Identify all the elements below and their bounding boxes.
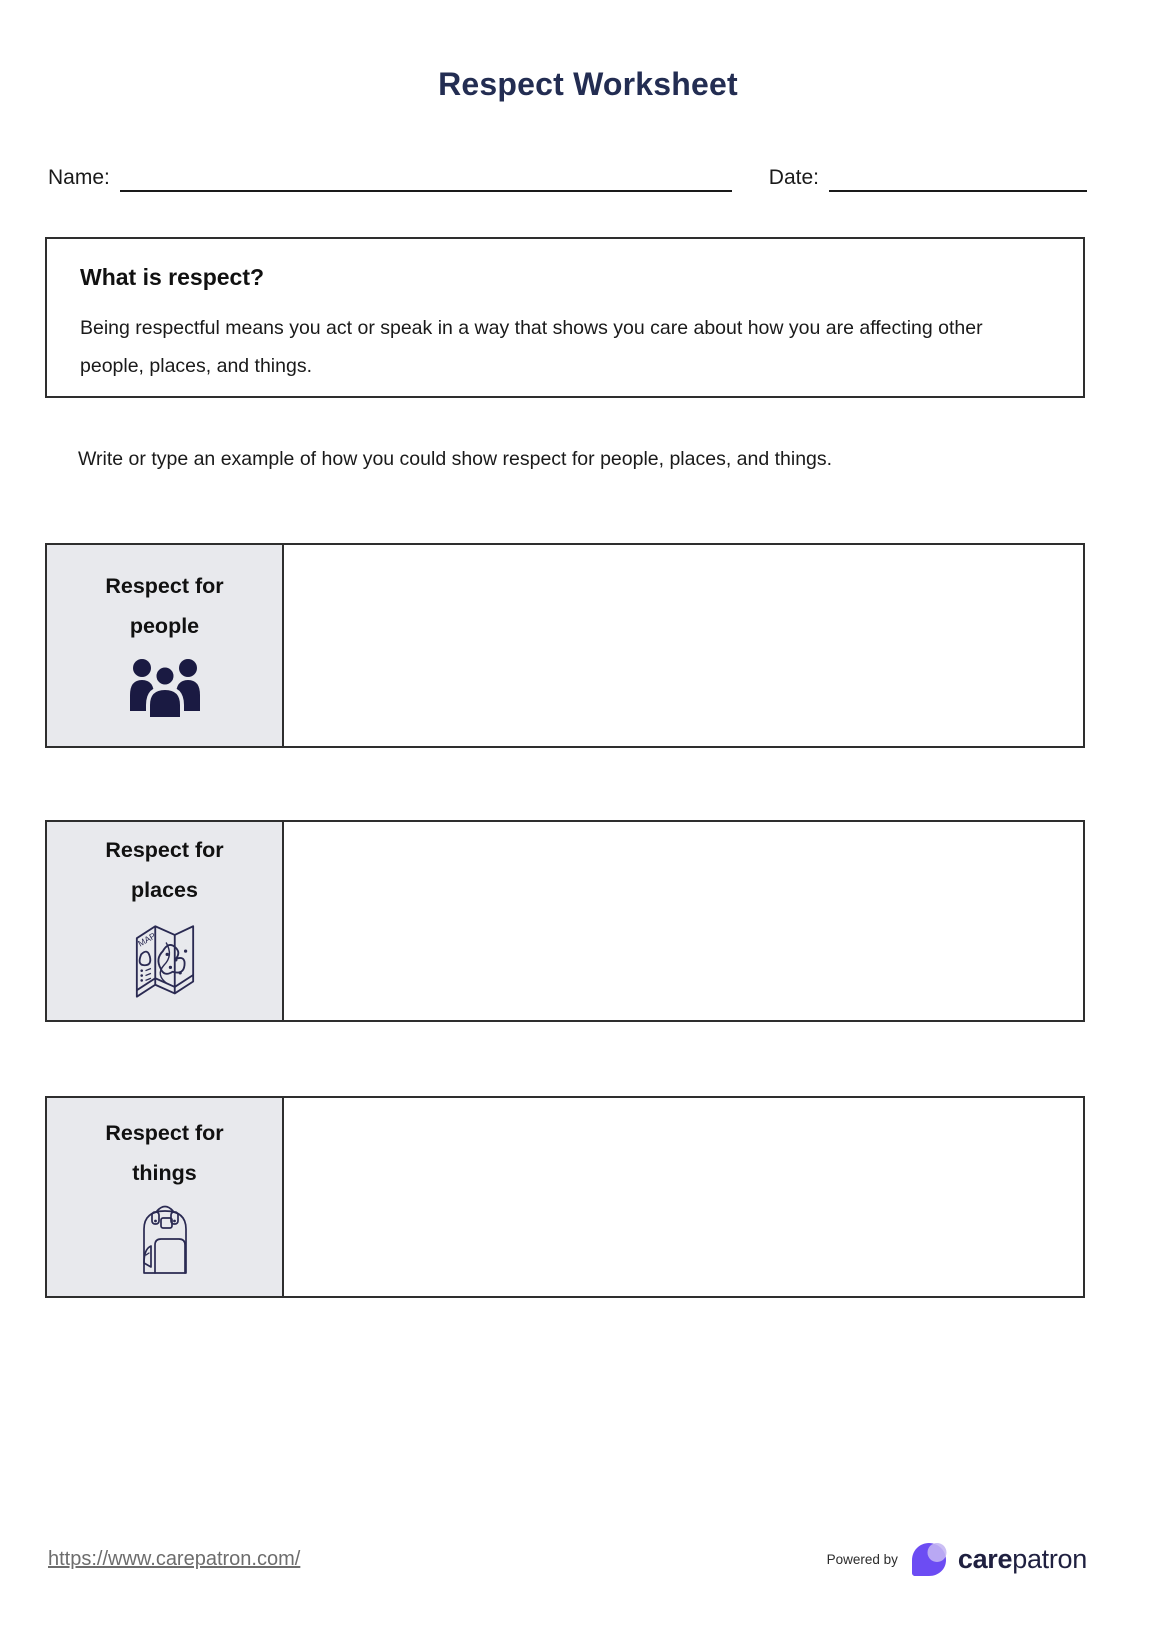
people-icon <box>125 655 205 724</box>
answer-cell-places[interactable] <box>284 822 1083 1020</box>
brand-care: care <box>957 1543 1013 1574</box>
date-input[interactable] <box>829 166 1087 192</box>
map-icon <box>126 918 204 1011</box>
row-label-line1: Respect for <box>105 1120 224 1145</box>
backpack-icon <box>134 1201 196 1280</box>
name-input[interactable] <box>120 166 732 192</box>
label-cell-people <box>47 545 284 746</box>
table-row-things <box>45 1096 1085 1298</box>
row-label-line1: Respect for <box>105 574 224 599</box>
carepatron-logo-icon <box>908 1541 948 1577</box>
answer-cell-people[interactable] <box>284 545 1083 746</box>
row-label-line2: things <box>132 1160 197 1185</box>
svg-text:MAP: MAP <box>135 930 157 949</box>
powered-by-group <box>827 1541 1087 1577</box>
name-label: Name: <box>48 166 110 189</box>
table-row-people <box>45 543 1085 748</box>
powered-by-label: Powered by <box>826 1551 898 1567</box>
label-cell-places <box>47 822 284 1020</box>
info-box <box>45 237 1085 398</box>
date-label: Date: <box>768 166 819 189</box>
carepatron-wordmark <box>958 1544 1087 1575</box>
footer <box>48 1536 1087 1582</box>
carepatron-link[interactable]: https://www.carepatron.com/ <box>48 1547 301 1570</box>
info-box-body: Being respectful means you act or speak in a way that shows you care about how you are affecting other people, places, and things. <box>80 317 983 378</box>
row-label-line1: Respect for <box>105 837 224 862</box>
brand-patron: patron <box>1012 1543 1087 1574</box>
row-label-line2: places <box>131 877 198 902</box>
name-date-row <box>48 166 1087 192</box>
row-label-line2: people <box>129 614 200 638</box>
info-box-heading: What is respect? <box>80 264 265 290</box>
answer-cell-things[interactable] <box>284 1098 1083 1296</box>
table-row-places <box>45 820 1085 1022</box>
instruction-text: Write or type an example of how you could show respect for people, places, and things. <box>78 448 833 470</box>
page-title: Respect Worksheet <box>438 66 738 102</box>
label-cell-things <box>47 1098 284 1296</box>
